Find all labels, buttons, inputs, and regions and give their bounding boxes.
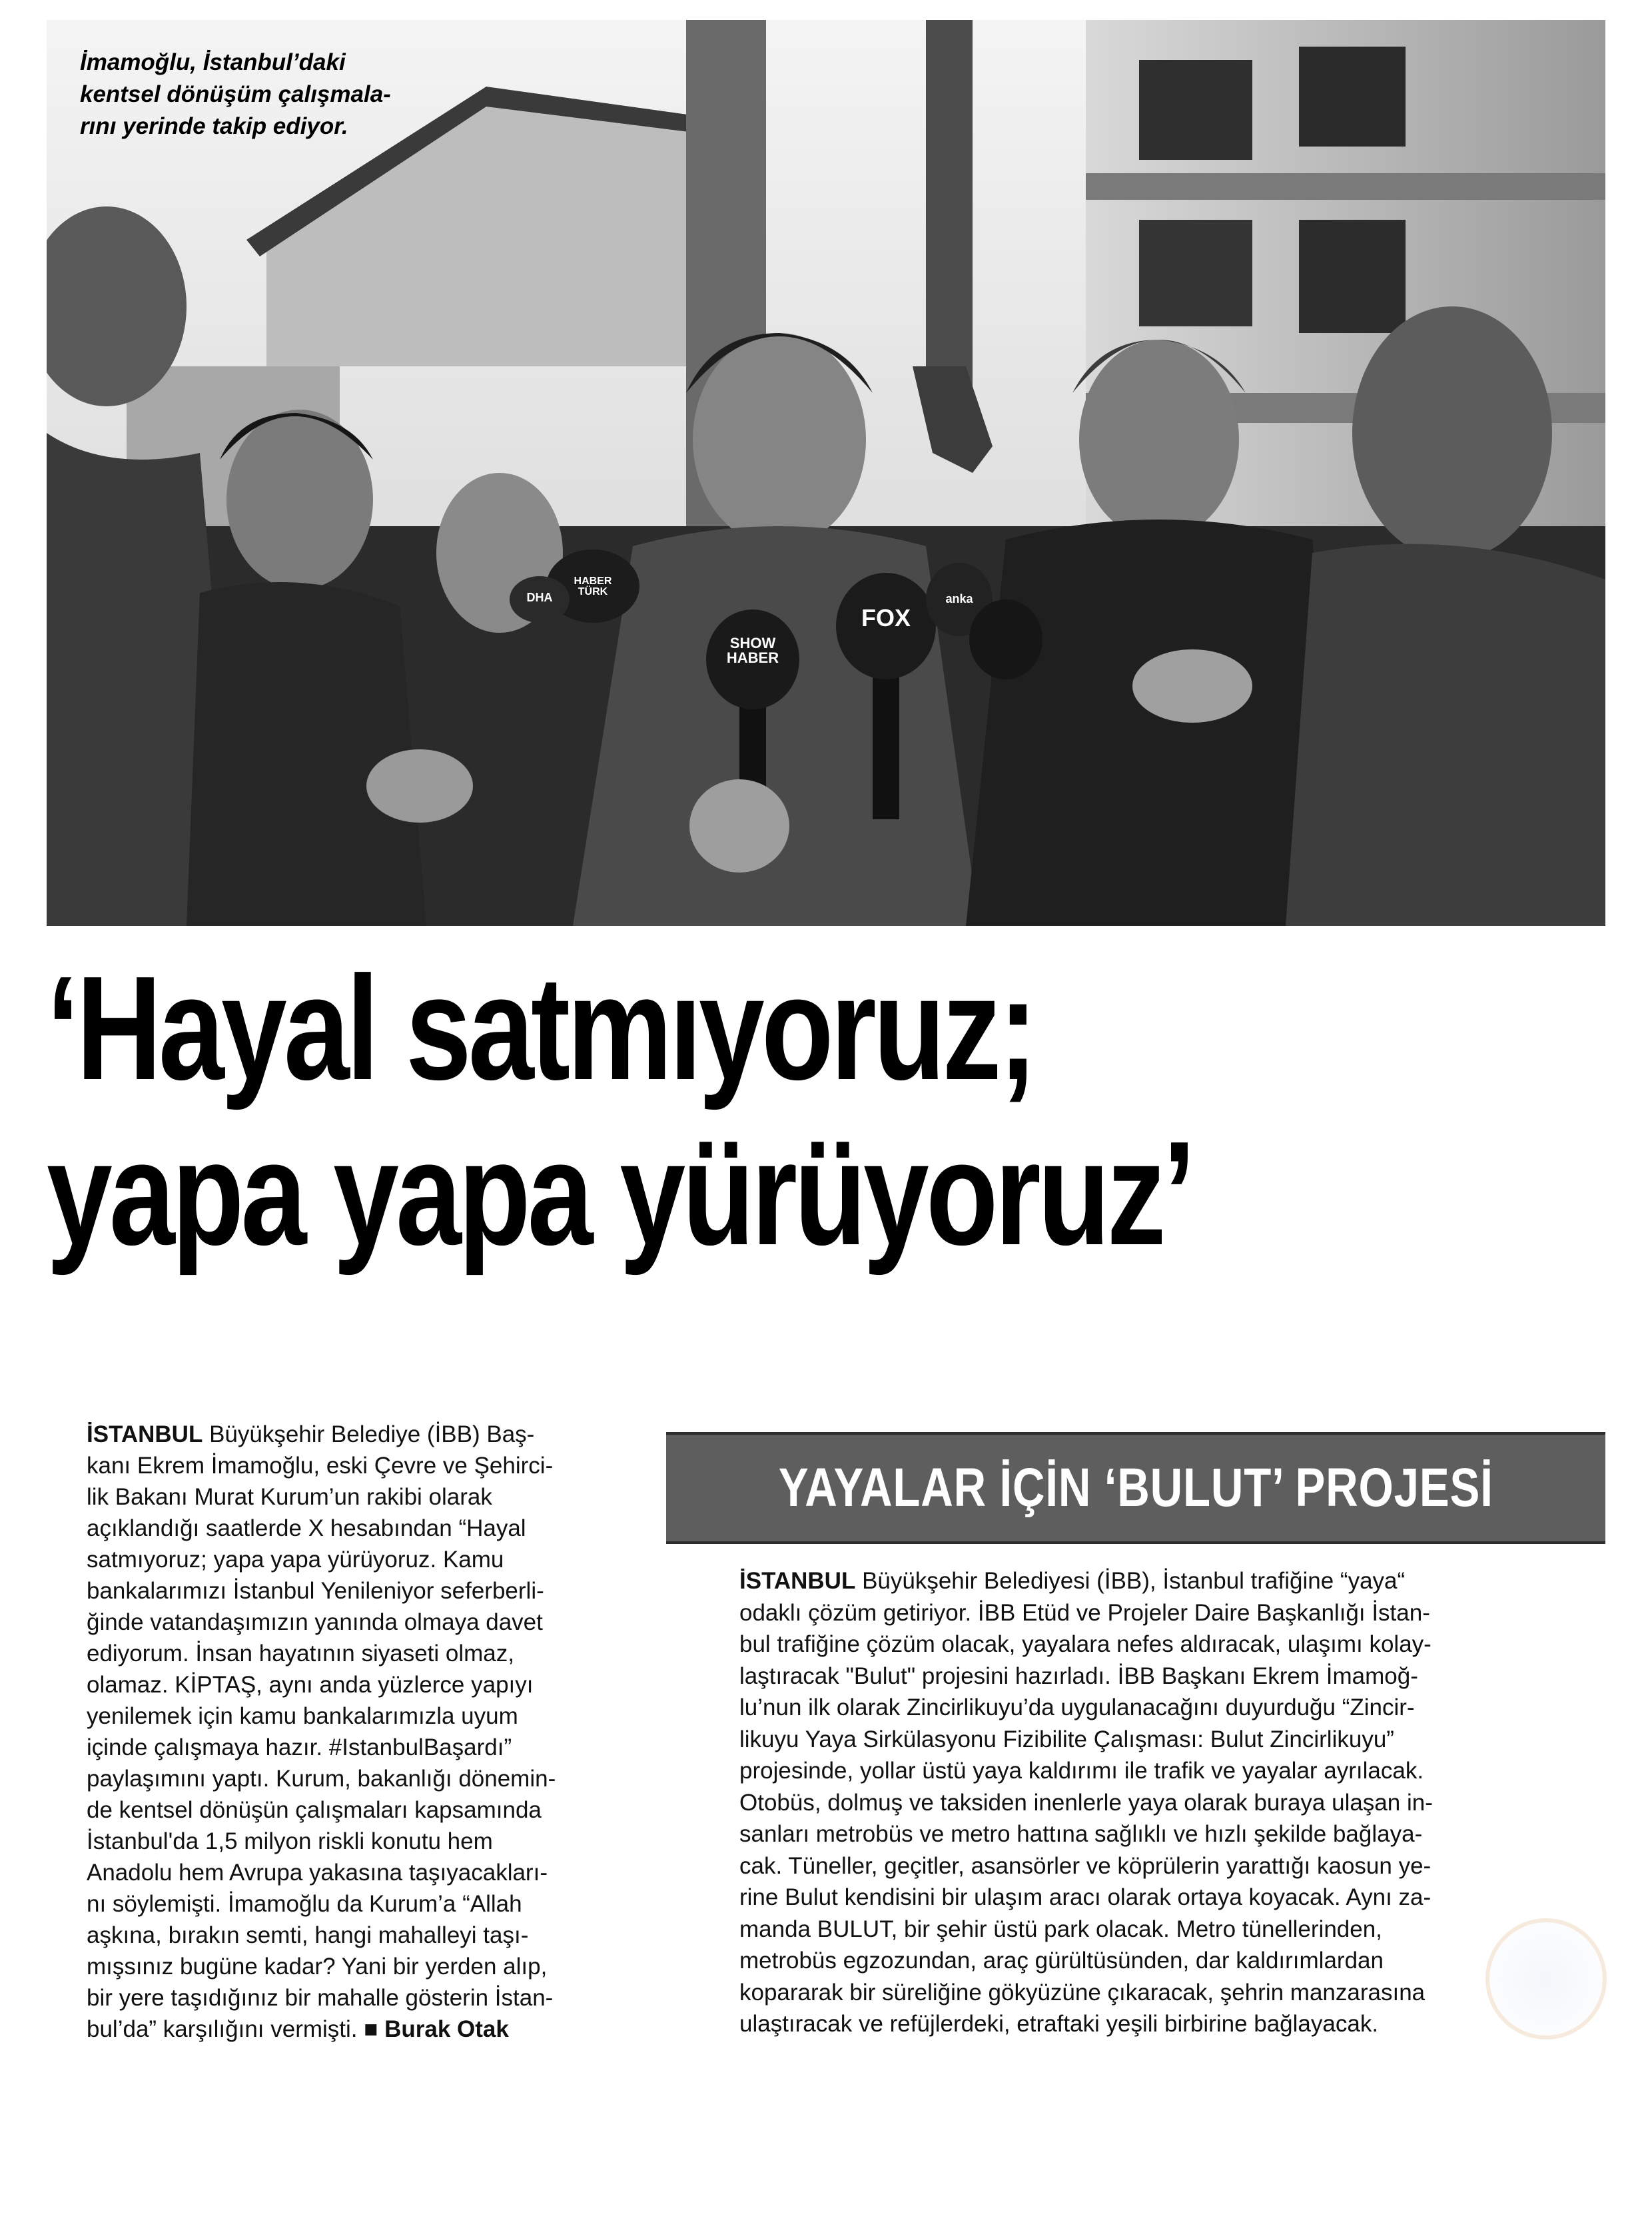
article-line: lik Bakanı Murat Kurum’un rakibi olarak [87,1484,492,1510]
caption-line: rını yerinde takip ediyor. [80,113,348,139]
headline-line-1: ‘Hayal satmıyoruz; [47,946,1034,1111]
article-line: ulaştıracak ve refüjlerdeki, etraftaki yeşili birbirine bağlayacak. [739,2011,1379,2037]
article-line: odaklı çözüm getiriyor. İBB Etüd ve Projeler Daire Başkanlığı İstan- [739,1599,1430,1626]
window [1299,220,1406,333]
article-line: Otobüs, dolmuş ve taksiden inenlerle yaya olarak buraya ulaşan in- [739,1789,1433,1816]
article-left [87,1419,633,2045]
article-line: bul trafiğine çözüm olacak, yayalara nefes aldıracak, ulaşımı kolay- [739,1631,1432,1657]
article-line: ğinde vatandaşımızın yanında olmaya davet [87,1609,543,1635]
article-line: bir yere taşıdığınız bir mahalle gösterin İstan- [87,1985,554,2011]
sidebar-title: YAYALAR İÇİN ‘BULUT’ PROJESİ [778,1457,1493,1518]
news-photo [47,20,1605,926]
article-text: Büyükşehir Belediye (İBB) Baş- [203,1421,535,1447]
article-line [739,1565,1599,1597]
window [1139,220,1252,326]
article-line: kanı Ekrem İmamoğlu, eski Çevre ve Şehirci- [87,1453,554,1479]
dateline: İSTANBUL [739,1568,856,1594]
caption-line: kentsel dönüşüm çalışmala- [80,81,391,107]
headline-line-2: yapa yapa yürüyoruz’ [47,1111,1193,1276]
article-line: yenilemek için kamu bankalarımızla uyum [87,1703,518,1729]
article-line: likuyu Yaya Sirkülasyonu Fizibilite Çalışması: Bulut Zincirlikuyu” [739,1726,1394,1752]
person-body [187,582,426,926]
article-line: metrobüs egzozundan, araç gürültüsünden, dar kaldırımlardan [739,1948,1384,1974]
article-text: bul’da” karşılığını vermişti. [87,2016,364,2042]
photo-illustration [47,20,1605,926]
article-line: de kentsel dönüşün çalışmaları kapsamında [87,1797,542,1823]
article-line: cak. Tüneller, geçitler, asansörler ve köprülerin yarattığı kaosun ye- [739,1852,1432,1879]
article-text: Büyükşehir Belediyesi (İBB), İstanbul trafiğine “yaya“ [855,1568,1406,1594]
article-line: laştıracak "Bulut" projesini hazırladı. İBB Başkanı Ekrem İmamoğ- [739,1663,1418,1689]
article-line: aşkına, bırakın semti, hangi mahalleyi taşı- [87,1922,529,1948]
window [1139,60,1252,160]
article-line: bankalarımızı İstanbul Yenileniyor seferberli- [87,1578,544,1604]
article-line: projesinde, yollar üstü yaya kaldırımı ile trafik ve yayalar ayrılacak. [739,1758,1424,1784]
watermark-logo [1485,1918,1607,2039]
mic-label-dha: DHA [526,591,553,604]
article-line [87,1419,633,1450]
article-line: manda BULUT, bir şehir üstü park olacak. Metro tünellerinden, [739,1916,1382,1942]
person-body [1286,544,1605,926]
article-line: kopararak bir süreliğine gökyüzüne çıkaracak, şehrin manzarasına [739,1979,1426,2006]
person-head [1352,306,1552,559]
article-line: açıklandığı saatlerde X hesabından “Hayal [87,1515,526,1541]
article-line: olamaz. KİPTAŞ, aynı anda yüzlerce yapıyı [87,1672,534,1698]
article-line [87,2014,633,2045]
article-line: rine Bulut kendisini bir ulaşım aracı olarak ortaya koyacak. Aynı za- [739,1884,1432,1910]
article-line: ediyorum. İnsan hayatının siyaseti olmaz, [87,1641,514,1666]
article-line: İstanbul'da 1,5 milyon riskli konutu hem [87,1828,493,1854]
microphone [873,659,899,819]
headline [47,946,1605,1276]
article-line: satmıyoruz; yapa yapa yürüyoruz. Kamu [87,1547,504,1573]
hand [1132,649,1252,723]
hand [366,749,473,823]
article-line: paylaşımını yaptı. Kurum, bakanlığı dönemin- [87,1766,556,1792]
article-right [739,1565,1599,2040]
sidebar-title-box [666,1432,1605,1544]
article-line: içinde çalışmaya hazır. #IstanbulBaşardı” [87,1734,512,1760]
person-head-speaker [693,333,866,546]
person-head [1079,340,1239,540]
article-line: lu’nun ilk olarak Zincirlikuyu’da uygulanacağını duyurduğu “Zincir- [739,1694,1415,1720]
article-line: sanları metrobüs ve metro hattına sağlıklı ve hızlı şekilde bağlaya- [739,1821,1423,1847]
window [1299,47,1406,147]
mic-label-anka: anka [945,592,973,605]
hand [689,779,789,873]
article-line: Anadolu hem Avrupa yakasına taşıyacakları- [87,1860,548,1886]
mic-label-haber-turk: HABER TÜRK [574,575,612,597]
byline: ■ Burak Otak [364,2016,509,2042]
microphone-head [969,599,1042,679]
caption-line: İmamoğlu, İstanbul’daki [80,49,346,75]
article-line: mışsınız bugüne kadar? Yani bir yerden alıp, [87,1954,548,1980]
dateline: İSTANBUL [87,1421,203,1447]
photo-caption [80,47,480,143]
mic-label-show-haber: SHOW HABER [726,635,779,666]
excavator-arm [926,20,973,393]
mic-label-fox: FOX [861,604,911,631]
floor-slab [1086,173,1605,200]
article-line: nı söylemişti. İmamoğlu da Kurum’a “Allah [87,1891,522,1917]
